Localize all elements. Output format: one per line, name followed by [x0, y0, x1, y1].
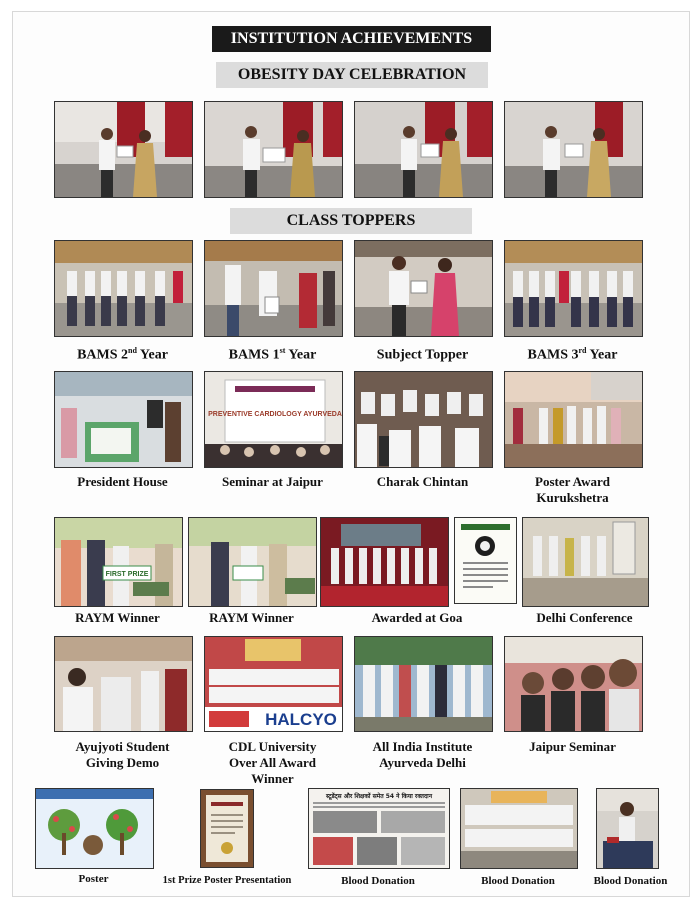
caption-jaipur-seminar: Jaipur Seminar [529, 739, 616, 754]
topper-photo-bams-3rd [504, 240, 643, 337]
caption-seminar-jaipur: Seminar at Jaipur [222, 474, 323, 489]
obesity-day-photo-1 [54, 101, 193, 198]
ayujyoti-demo-photo [54, 636, 193, 732]
caption-president-house: President House [77, 474, 168, 489]
jaipur-seminar-selfie-photo [504, 636, 643, 732]
newspaper-headline: स्टूडेंट्स और शिक्षकों समेत 54 ने किया रक्तदान [325, 793, 433, 800]
president-house-photo [54, 371, 193, 468]
poster-award-kurukshetra-photo [504, 371, 643, 468]
caption-ayujyoti [54, 739, 191, 771]
caption-awarded-goa: Awarded at Goa [371, 610, 463, 625]
caption-raym-winner-1: RAYM Winner [75, 610, 160, 625]
achievements-page [12, 11, 690, 897]
caption-bams-1st-year: BAMS 1st Year [228, 346, 317, 363]
caption-ayujyoti-line2: Giving Demo [85, 755, 160, 770]
delhi-conference-photo [522, 517, 649, 607]
caption-cdl-line3: Winner [251, 771, 294, 786]
caption-blood-donation-2: Blood Donation [481, 875, 555, 887]
caption-charak-chintan: Charak Chintan [376, 474, 469, 489]
caption-poster: Poster [78, 873, 109, 885]
seminar-banner-text: PREVENTIVE CARDIOLOGY AYURVEDA [208, 411, 342, 418]
caption-first-prize-poster: 1st Prize Poster Presentation [162, 875, 292, 886]
halcyon-banner-text: HALCYO [265, 710, 337, 729]
first-prize-certificate-photo [200, 789, 254, 868]
caption-poster-award-line2: Kurukshetra [536, 490, 609, 505]
caption-ayujyoti-line1: Ayujyoti Student [75, 739, 170, 754]
first-prize-banner-text: FIRST PRIZE [105, 571, 149, 578]
caption-cdl-line2: Over All Award [229, 755, 316, 770]
caption-aiia-line1: All India Institute [372, 739, 473, 754]
topper-photo-subject-topper [354, 240, 493, 337]
caption-poster-award [504, 474, 641, 506]
blood-donation-newspaper-photo [308, 788, 450, 869]
aiia-delhi-photo [354, 636, 493, 732]
caption-aiia-delhi [354, 739, 491, 771]
raym-winner-photo-2 [188, 517, 317, 607]
caption-aiia-line2: Ayurveda Delhi [379, 755, 466, 770]
seminar-jaipur-photo [204, 371, 343, 468]
obesity-day-photo-4 [504, 101, 643, 198]
topper-photo-bams-2nd [54, 240, 193, 337]
blood-donation-group-photo [460, 788, 578, 869]
caption-cdl-university [204, 739, 341, 787]
caption-blood-donation-1: Blood Donation [341, 875, 415, 887]
caption-raym-winner-2: RAYM Winner [209, 610, 294, 625]
caption-blood-donation-3: Blood Donation [593, 875, 668, 887]
caption-bams-2nd-year: BAMS 2nd Year [77, 346, 168, 363]
caption-subject-topper: Subject Topper [376, 347, 469, 363]
goa-certificate-photo [454, 517, 517, 604]
caption-bams-3rd-year: BAMS 3rd Year [527, 346, 618, 363]
raym-winner-photo-1 [54, 517, 183, 607]
page-title: INSTITUTION ACHIEVEMENTS [212, 26, 491, 52]
caption-delhi-conference: Delhi Conference [536, 610, 633, 625]
obesity-day-photo-2 [204, 101, 343, 198]
topper-photo-bams-1st [204, 240, 343, 337]
obesity-day-photo-3 [354, 101, 493, 198]
awarded-goa-photo [320, 517, 449, 607]
poster-photo [35, 788, 154, 869]
section-heading-class-toppers: CLASS TOPPERS [230, 208, 472, 234]
section-heading-obesity-day: OBESITY DAY CELEBRATION [216, 62, 488, 88]
blood-donation-donor-photo [596, 788, 659, 869]
caption-poster-award-line1: Poster Award [535, 474, 610, 489]
caption-cdl-line1: CDL University [228, 739, 317, 754]
charak-chintan-photo [354, 371, 493, 468]
cdl-university-photo [204, 636, 343, 732]
